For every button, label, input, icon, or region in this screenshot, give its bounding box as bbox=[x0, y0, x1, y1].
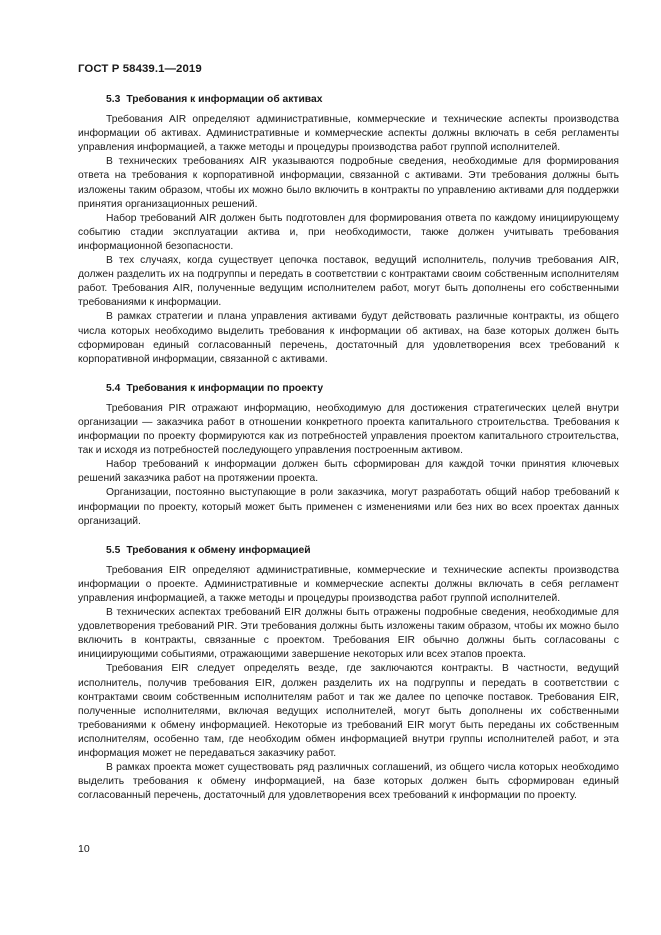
section-title bbox=[106, 544, 619, 558]
paragraph: Организации, постоянно выступающие в роли заказчика, могут разработать общий набор требований к информации по проекту, который может быть применен с изменениями или без них во всех проектах данных организаций. bbox=[78, 487, 619, 527]
paragraph: Набор требований AIR должен быть подготовлен для формирования ответа по каждому инициирующему событию стадии эксплуатации актива и, при необходимости, также должен учитывать требования информационной безопасности. bbox=[78, 212, 619, 252]
section-heading: Требования к информации по проекту bbox=[126, 382, 324, 394]
section-heading: Требования к обмену информацией bbox=[126, 544, 311, 556]
page-number: 10 bbox=[78, 843, 90, 855]
document-body bbox=[78, 93, 619, 803]
section-title bbox=[106, 93, 619, 107]
section-number: 5.4 bbox=[106, 382, 121, 394]
section-number: 5.3 bbox=[106, 94, 121, 105]
section-title bbox=[106, 382, 619, 396]
section-heading: Требования к информации об активах bbox=[126, 94, 323, 105]
paragraph: В рамках стратегии и плана управления активами будут действовать различные контракты, из общего числа которых необходимо выделить требования к информации об активах, на базе которых должен быть сформирован единый согласованный перечень, достаточный для удовлетворения всех требований к корпоративной информации, связанной с активами. bbox=[78, 311, 619, 365]
paragraph: Требования EIR следует определять везде, где заключаются контракты. В частности, ведущий исполнитель, получив требования EIR, должен разделить их на подгруппы и передать в соответствии с контрактами своим собственным исполнителям работ и так же далее по цепочке поставок. Требования EIR, полученные исполнителями, включая ведущих исполнителей, могут быть дополнены их собственными требованиями к обмену информацией. Некоторые из требований EIR могут быть переданы их собственным исполнителям, особенно там, где необходим обмен информацией внутри группы исполнителей работ, и эта информация может не передаваться заказчику работ. bbox=[78, 663, 619, 760]
section-5-3 bbox=[78, 93, 619, 367]
paragraph: В технических аспектах требований EIR должны быть отражены подробные сведения, необходимые для удовлетворения требований PIR. Эти требования должны быть изложены таким образом, чтобы их можно было включить в контракты, связанные с проектом. Требования EIR обычно должны быть согласованы с инициирующими событиями, отражающими завершение некоторых или всех этапов проекта. bbox=[78, 607, 619, 661]
section-5-5 bbox=[78, 544, 619, 804]
paragraph: В технических требованиях AIR указываются подробные сведения, необходимые для формирования ответа на требования к корпоративной информации, связанной с активами. Эти требования должны быть изложены таким образом, чтобы их можно было включить в контракты по управлению активами для поддержки принятия организационных решений. bbox=[78, 156, 619, 210]
standard-header: ГОСТ Р 58439.1—2019 bbox=[78, 63, 202, 75]
paragraph: В тех случаях, когда существует цепочка поставок, ведущий исполнитель, получив требования AIR, должен разделить их на подгруппы и передать в соответствии с контрактами своим собственным исполнителям работ. Требования AIR, полученные ведущим исполнителем работ, могут быть дополнены его собственными требованиями к информации. bbox=[78, 255, 619, 309]
paragraph: Набор требований к информации должен быть сформирован для каждой точки принятия ключевых решений заказчика работ на протяжении проекта. bbox=[78, 459, 619, 485]
paragraph: Требования AIR определяют административные, коммерческие и технические аспекты производства информации об активах. Административные и коммерческие аспекты должны включать в себя регламенты управления информацией, а также методы и процедуры производства работ группой исполнителей. bbox=[78, 114, 619, 154]
section-number: 5.5 bbox=[106, 544, 121, 556]
section-5-4 bbox=[78, 382, 619, 529]
paragraph: Требования PIR отражают информацию, необходимую для достижения стратегических целей внутри организации — заказчика работ в отношении конкретного проекта капитального строительства. Требования к информации по проекту формируются как из потребностей управления проектом капитального строительства, так и исходя из потребностей последующего управления построенным активом. bbox=[78, 402, 619, 457]
paragraph: Требования EIR определяют административные, коммерческие и технические аспекты производства информации о проекте. Административные и коммерческие аспекты должны включать в себя регламент управления информацией, а также методы и процедуры производства работ группой исполнителей. bbox=[78, 564, 619, 604]
paragraph: В рамках проекта может существовать ряд различных соглашений, из общего числа которых необходимо выделить требования к обмену информацией, на базе которых должен быть сформирован единый согласованный перечень, достаточный для удовлетворения всех требований к информации по проекту. bbox=[78, 762, 619, 802]
